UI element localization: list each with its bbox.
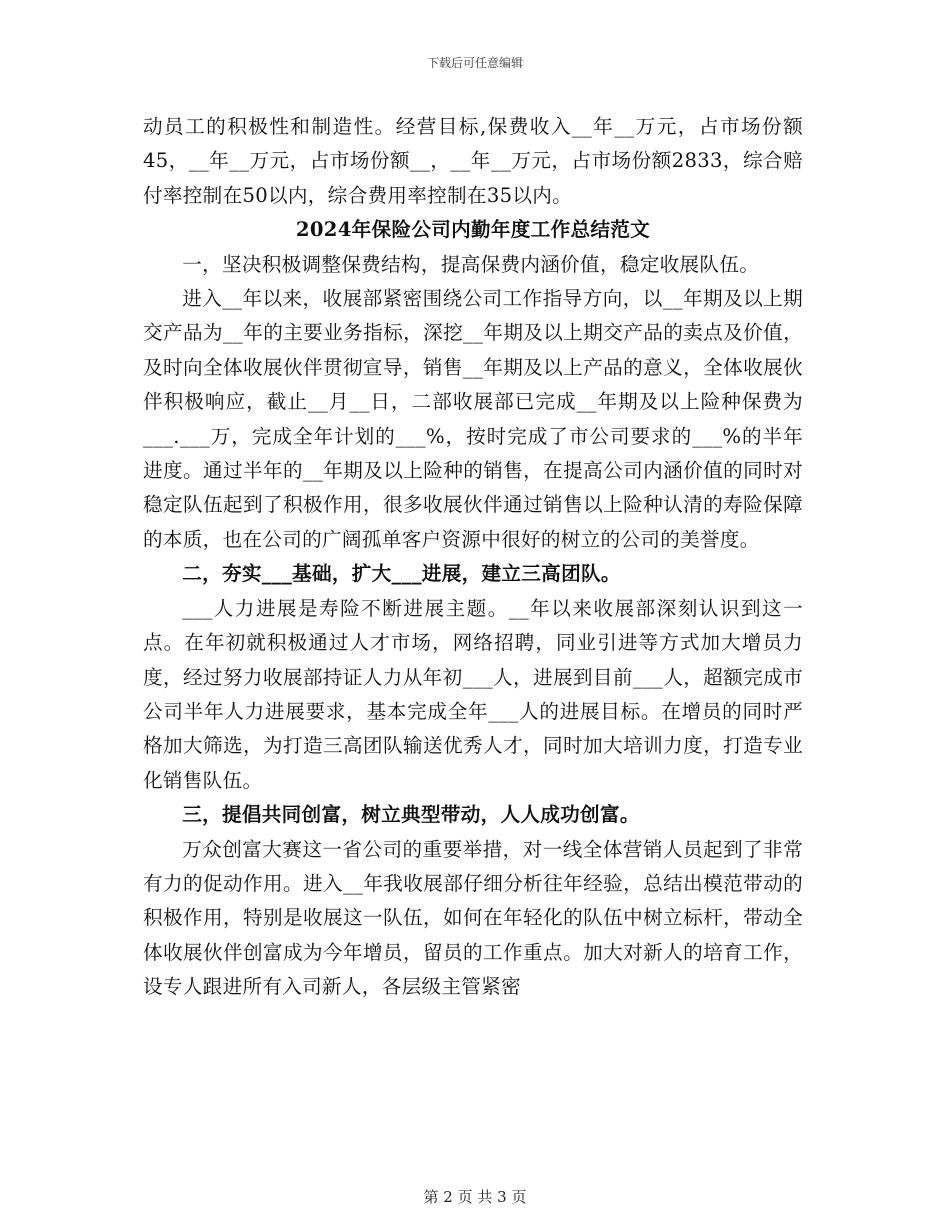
document-title: 2024年保险公司内勤年度工作总结范文 [295, 218, 651, 242]
paragraph-manpower: ___人力进展是寿险不断进展主题。__年以来收展部深刻认识到这一点。在年初就积极通过人才市场，网络招聘，同业引进等方式加大增员力度，经过努力收展部持证人力从年初___人，进展到目前___人，超额完成市公司半年人力进展要求，基本完成全年___人的进展目标。在增员的同时严格加大筛选，为打造三高团队输送优秀人才，同时加大培训力度，打造专业化销售队伍。 [143, 596, 803, 792]
page-header: 下载后可任意编辑 [426, 56, 523, 70]
paragraph-wealth-contest: 万众创富大赛这一省公司的重要举措，对一线全体营销人员起到了非常有力的促动作用。进入__年我收展部仔细分析往年经验，总结出模范带动的积极作用，特别是收展这一队伍，如何在年轻化的队伍中树立标杆，带动全体收展伙伴创富成为今年增员，留员的工作重点。加大对新人的培育工作，设专人跟进所有入司新人，各层级主管紧密 [143, 837, 803, 999]
page-footer: 第 2 页 共 3 页 [423, 1188, 527, 1206]
paragraph-premium-structure: 进入__年以来，收展部紧密围绕公司工作指导方向，以__年期及以上期交产品为__年的主要业务指标，深挖__年期及以上期交产品的卖点及价值，及时向全体收展伙伴贯彻宣导，销售__年期及以上产品的意义，全体收展伙伴积极响应，截止__月__日，二部收展部已完成__年期及以上险种保费为___.___万，完成全年计划的___%，按时完成了市公司要求的___%的半年进度。通过半年的__年期及以上险种的销售，在提高公司内涵价值的同时对稳定队伍起到了积极作用，很多收展伙伴通过销售以上险种认清的寿险保障的本质，也在公司的广阔孤单客户资源中很好的树立的公司的美誉度。 [143, 287, 803, 551]
section-three-heading: 三，提倡共同创富，树立典型带动，人人成功创富。 [182, 803, 640, 827]
section-one-heading: 一，坚决积极调整保费结构，提高保费内涵价值，稳定收展队伍。 [182, 252, 760, 276]
paragraph-continuation: 动员工的积极性和制造性。经营目标,保费收入__年__万元，占市场份额45，__年__万元，占市场份额__，__年__万元，占市场份额2833，综合赔付率控制在50以内，综合费用率控制在35以内。 [143, 115, 803, 207]
section-two-heading: 二，夯实___基础，扩大___进展，建立三高团队。 [182, 562, 621, 586]
document-body [143, 110, 803, 1005]
